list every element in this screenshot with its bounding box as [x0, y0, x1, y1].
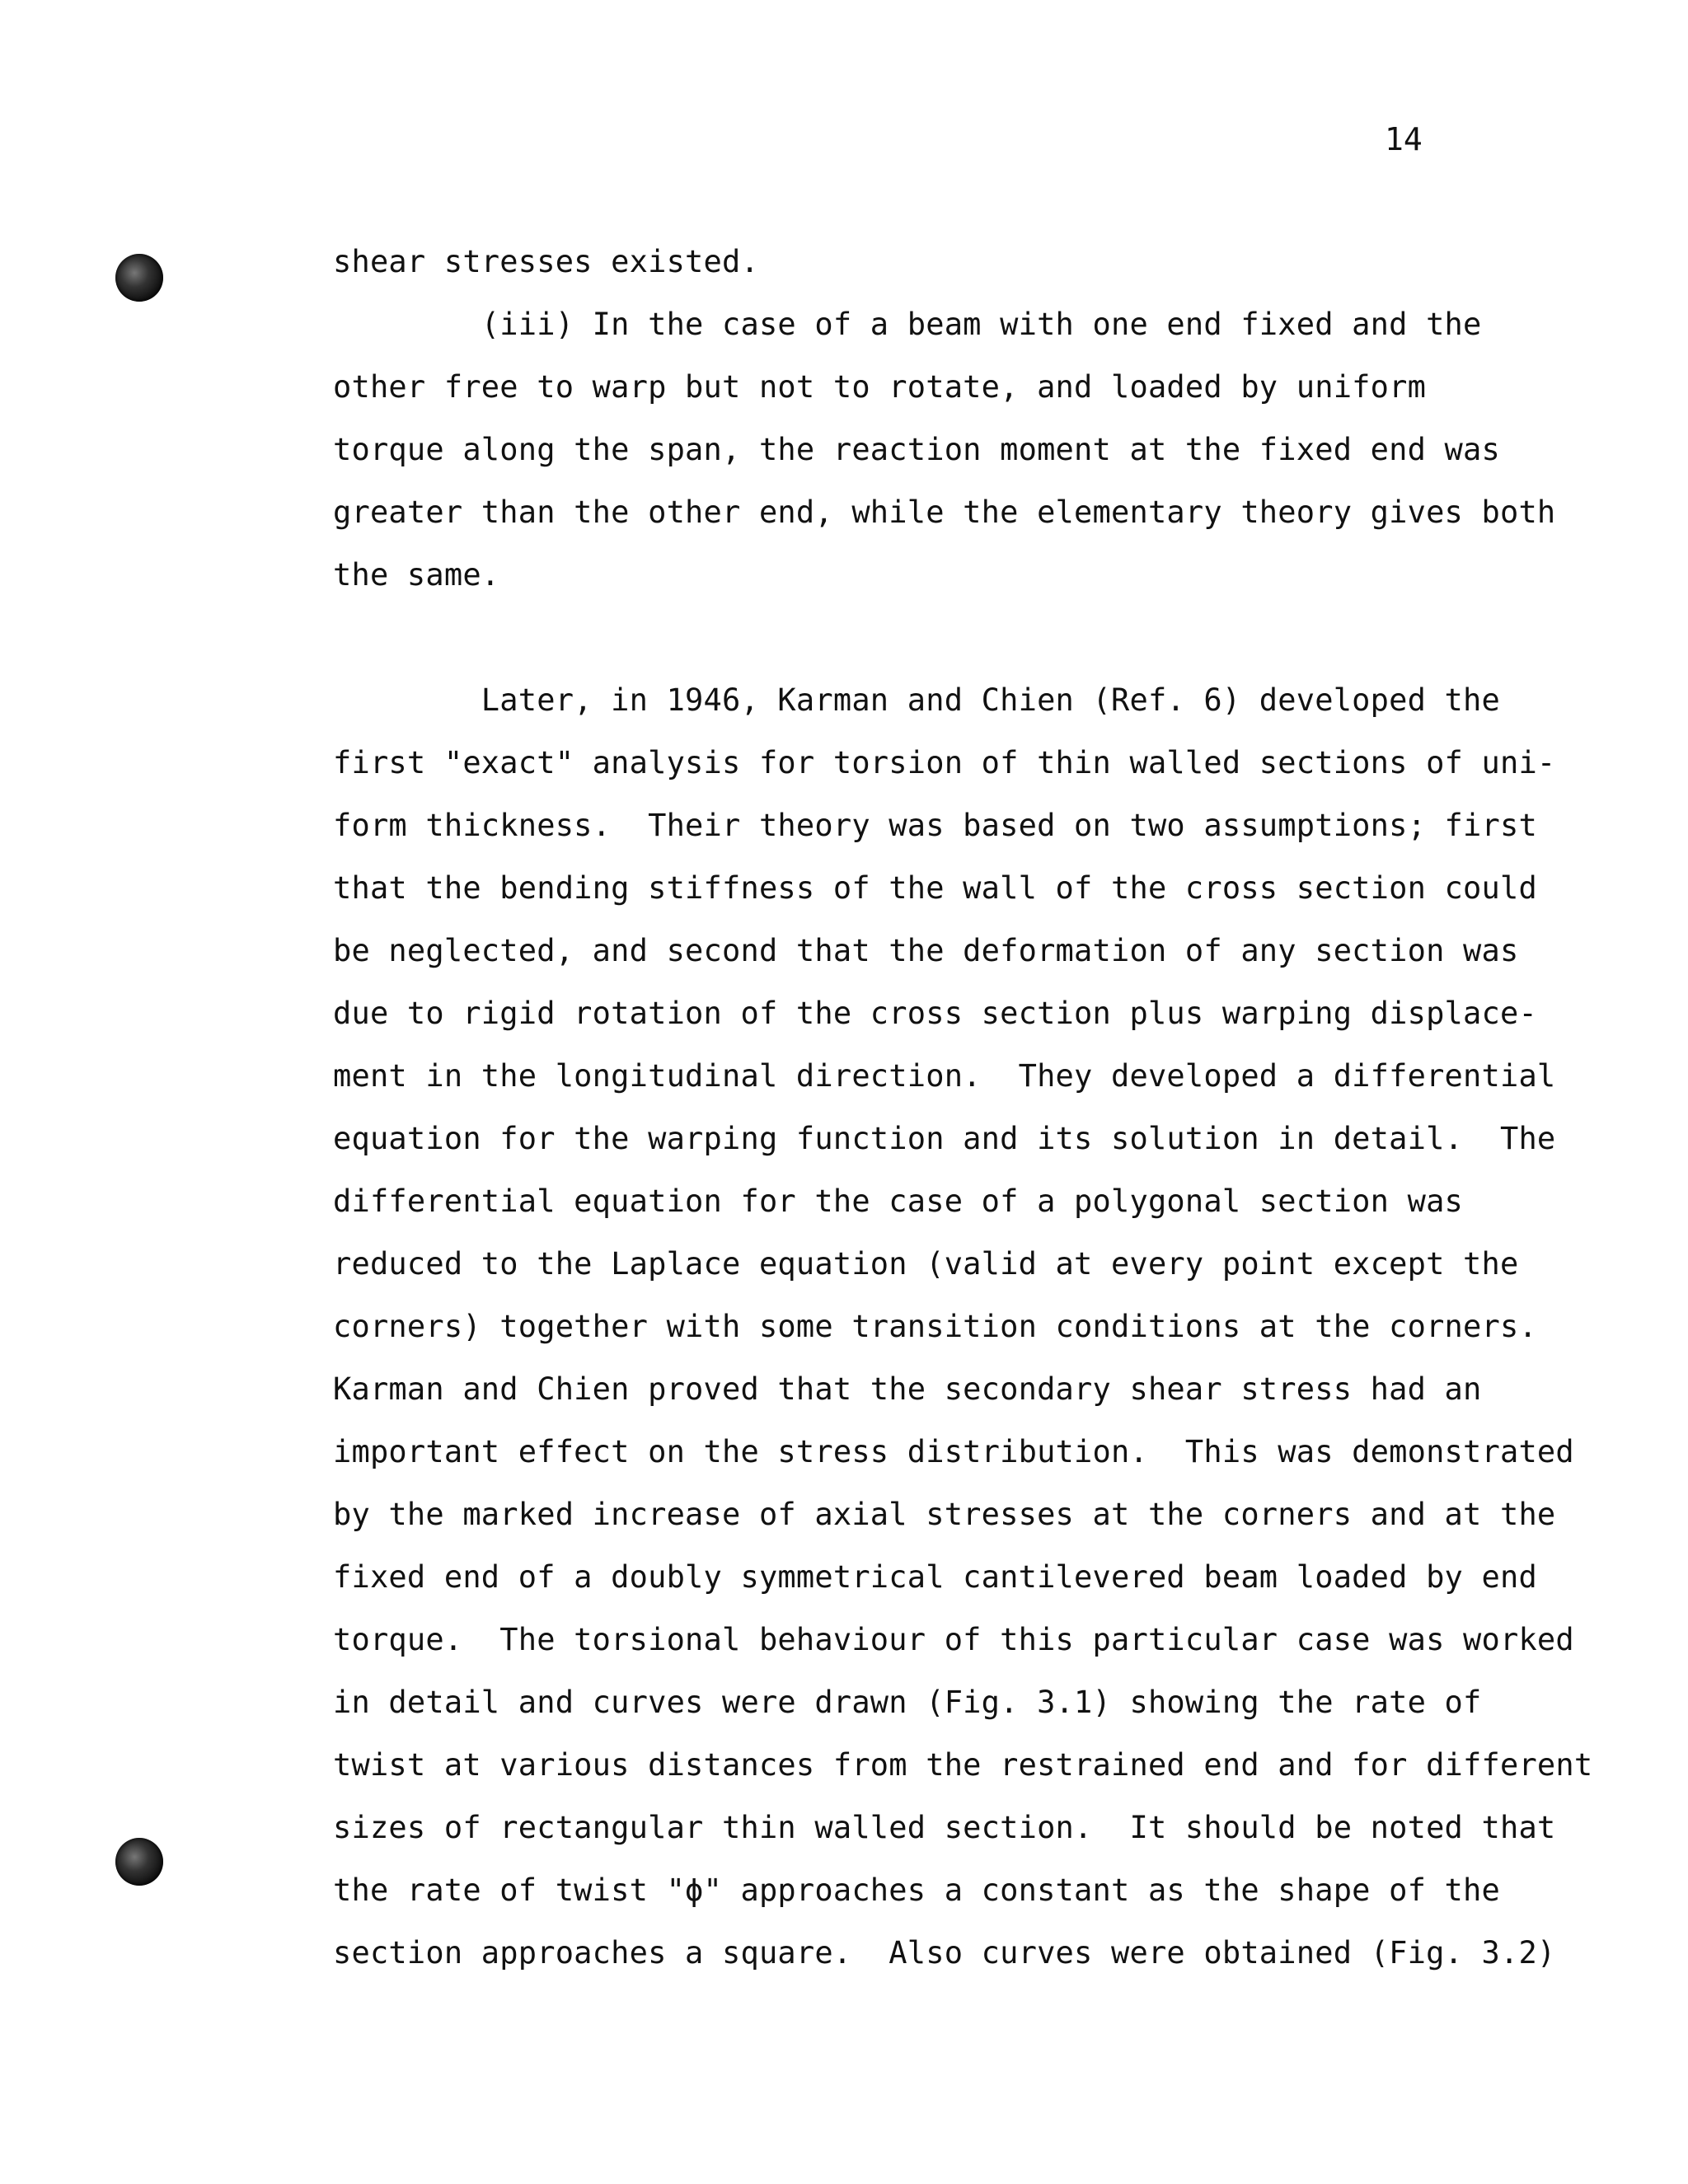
text-line: fixed end of a doubly symmetrical cantilevered beam loaded by end [333, 1559, 1537, 1595]
text-line: Later, in 1946, Karman and Chien (Ref. 6) developed the [333, 682, 1500, 718]
text-line: by the marked increase of axial stresses at the corners and at the [333, 1497, 1556, 1532]
text-line: reduced to the Laplace equation (valid at every point except the [333, 1246, 1519, 1282]
text-line: in detail and curves were drawn (Fig. 3.1) showing the rate of [333, 1685, 1482, 1720]
page-number: 14 [1385, 121, 1423, 157]
text-line: torque. The torsional behaviour of this particular case was worked [333, 1622, 1574, 1657]
text-line: ment in the longitudinal direction. They developed a differential [333, 1058, 1556, 1094]
text-line: important effect on the stress distribution. This was demonstrated [333, 1434, 1574, 1469]
punch-hole-icon [115, 1838, 163, 1886]
paragraph-2 [333, 669, 1593, 1985]
text-line: Karman and Chien proved that the secondary shear stress had an [333, 1371, 1482, 1407]
text-line: form thickness. Their theory was based on two assumptions; first [333, 808, 1537, 843]
text-line: (iii) In the case of a beam with one end fixed and the [333, 307, 1482, 342]
text-line: twist at various distances from the restrained end and for different [333, 1747, 1593, 1783]
text-line: greater than the other end, while the elementary theory gives both [333, 494, 1556, 530]
punch-hole-icon [115, 254, 163, 302]
text-line: due to rigid rotation of the cross section plus warping displace- [333, 996, 1537, 1031]
text-line: sizes of rectangular thin walled section. It should be noted that [333, 1810, 1556, 1845]
text-line: torque along the span, the reaction moment at the fixed end was [333, 432, 1500, 467]
text-line: other free to warp but not to rotate, and loaded by uniform [333, 369, 1427, 405]
text-line: that the bending stiffness of the wall of the cross section could [333, 870, 1537, 906]
text-line: the rate of twist "ϕ" approaches a constant as the shape of the [333, 1872, 1500, 1908]
text-line: be neglected, and second that the deformation of any section was [333, 933, 1519, 968]
text-line: equation for the warping function and its solution in detail. The [333, 1121, 1556, 1156]
text-line: first "exact" analysis for torsion of thin walled sections of uni- [333, 745, 1556, 780]
text-line: the same. [333, 557, 500, 593]
text-line: section approaches a square. Also curves were obtained (Fig. 3.2) [333, 1935, 1556, 1971]
text-line: differential equation for the case of a polygonal section was [333, 1183, 1464, 1219]
text-line: corners) together with some transition conditions at the corners. [333, 1309, 1537, 1344]
paragraph-1 [333, 231, 1586, 607]
text-line: shear stresses existed. [333, 244, 759, 279]
